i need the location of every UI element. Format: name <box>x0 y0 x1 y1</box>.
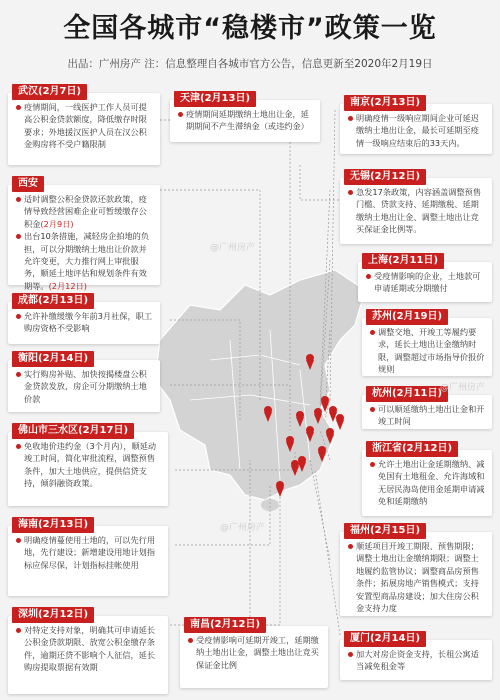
policy-date: (2月9日) <box>40 218 74 229</box>
watermark: @广州房产 <box>440 383 486 393</box>
city-tag: 天津(2月13日) <box>174 91 256 107</box>
policy-item: 可以顺延缴纳土地出让金和开竣工时间 <box>369 403 485 428</box>
policy-text: 出台10条措施，减轻房企拍地的负担，可以分期缴纳土地出让价款并允许变更，大力推行网上审批服务，顺延土地评估和规划条件有效期等。 <box>24 231 150 291</box>
city-tag: 浙江省(2月12日) <box>366 441 458 457</box>
policy-text: 适时调整公积金贷款还款政策，疫情导致经营困难企业可暂缓缴存公积金 <box>24 194 147 229</box>
policy-item: 免收地价违约金（3个月内），顺延动竣工时间，简化审批流程，调整预售条件，加大土地供应，提供信贷支持，倾斜融资政策。 <box>15 440 161 490</box>
city-tag: 苏州(2月19日) <box>366 309 448 325</box>
policy-item: 调整交地、开竣工等履约要求，延长土地出让金缴纳时限，调整超过市场指导价报价规则 <box>369 326 485 376</box>
city-tag: 成都(2月13日) <box>12 293 94 309</box>
city-card-wuxi <box>340 171 492 244</box>
city-tag: 厦门(2月14日) <box>344 631 426 647</box>
city-tag: 西安 <box>12 176 44 192</box>
policy-item: 受疫情影响的企业，土地款可申请延期或分期缴付 <box>365 270 485 295</box>
policy-item: 疫情期间，一线医护工作人员可提高公积金贷款额度，降低缴存时限要求；外地援汉医护人员在汉公积金购房将不受户籍限制 <box>15 101 153 151</box>
city-card-nanchang <box>180 619 328 688</box>
policy-item: 对特定支持对象，明确其可申请延长公积金贷款期限、放宽公积金缴存条件，逾期还贷不影响个人征信，延长购房提取票据有效期 <box>15 624 161 674</box>
city-card-xian <box>8 178 160 291</box>
policy-item: 允许土地出让金延期缴纳、减免国有土地租金、允许海域和无居民海岛使用金延期申请减免和延期缴纳 <box>369 458 485 508</box>
city-card-fuzhou <box>340 525 492 616</box>
watermark: @广州房产 <box>220 523 266 533</box>
city-tag: 深圳(2月12日) <box>12 607 94 623</box>
policy-item: 顺延项目开竣工期限、预售期限；调整土地出让金缴纳期限；调整土地履约监管协议；调整商品房预售条件；拓展房地产销售模式；支持安置型商品房建设；加大住房公积金支持力度 <box>347 540 485 614</box>
city-tag: 武汉(2月7日) <box>12 84 87 100</box>
city-tag: 杭州(2月11日) <box>366 386 448 402</box>
city-card-foshan <box>8 425 168 506</box>
city-tag: 上海(2月11日) <box>362 253 444 269</box>
page-subtitle: 出品：广州房产 注：信息整理自各城市官方公告，信息更新至2020年2月19日 <box>67 58 433 70</box>
policy-item: 明确疫情一级响应期间企业可延迟缴纳土地出让金，最长可延期至疫情一级响应结束后的33天内。 <box>347 112 485 149</box>
city-tag: 佛山市三水区(2月17日) <box>12 423 134 439</box>
city-card-nanjing <box>340 97 492 154</box>
policy-item: 实行购房补贴、加快按揭楼盘公积金贷款发放，房企可分期缴纳土地价款 <box>15 368 153 405</box>
policy-item: 明确疫情蔓使用土地的，可以先行用地，先行建设；新增建设用地计划指标应保尽保，计划指标挂帐使用 <box>15 534 161 571</box>
policy-item: 允许补缴缓缴今年前3月社保，职工购房资格不受影响 <box>15 310 153 335</box>
policy-item: 急发17条政策，内容涵盖调整预售门槛、贷款支持、延期缴税、延期缴纳土地出让金、调整土地出让竞买保证金比例等。 <box>347 186 485 236</box>
city-tag: 福州(2月15日) <box>344 523 426 539</box>
city-tag: 南京(2月13日) <box>344 95 426 111</box>
city-tag: 衡阳(2月14日) <box>12 351 94 367</box>
china-map <box>150 270 370 520</box>
page-title: 全国各城市“稳楼市”政策一览 <box>63 13 437 44</box>
city-card-zhejiang <box>362 443 492 516</box>
city-tag: 海南(2月13日) <box>12 517 94 533</box>
city-card-hainan <box>8 519 168 596</box>
city-card-chengdu <box>8 295 160 344</box>
city-card-shenzhen <box>8 609 168 694</box>
watermark: @广州房产 <box>210 243 256 253</box>
city-card-shanghai <box>358 255 492 302</box>
city-card-tianjin <box>170 93 320 142</box>
city-tag: 无锡(2月12日) <box>344 169 426 185</box>
policy-date: (2月12日) <box>48 280 87 291</box>
city-tag: 南昌(2月12日) <box>184 617 266 633</box>
city-card-xiamen <box>340 633 492 680</box>
city-card-wuhan <box>8 86 160 165</box>
policy-item: 加大对房企资金支持，长租公寓适当减免租金等 <box>347 648 485 673</box>
policy-item <box>15 193 153 230</box>
policy-item <box>15 230 153 292</box>
policy-item: 受疫情影响可延期开竣工，延期缴纳土地出让金，调整土地出让竞买保证金比例 <box>187 634 321 671</box>
city-card-suzhou <box>362 311 492 376</box>
policy-item: 疫情期间延期缴纳土地出让金，延期期间不产生滞纳金（或违约金） <box>177 108 313 133</box>
city-card-hengyang <box>8 353 160 412</box>
